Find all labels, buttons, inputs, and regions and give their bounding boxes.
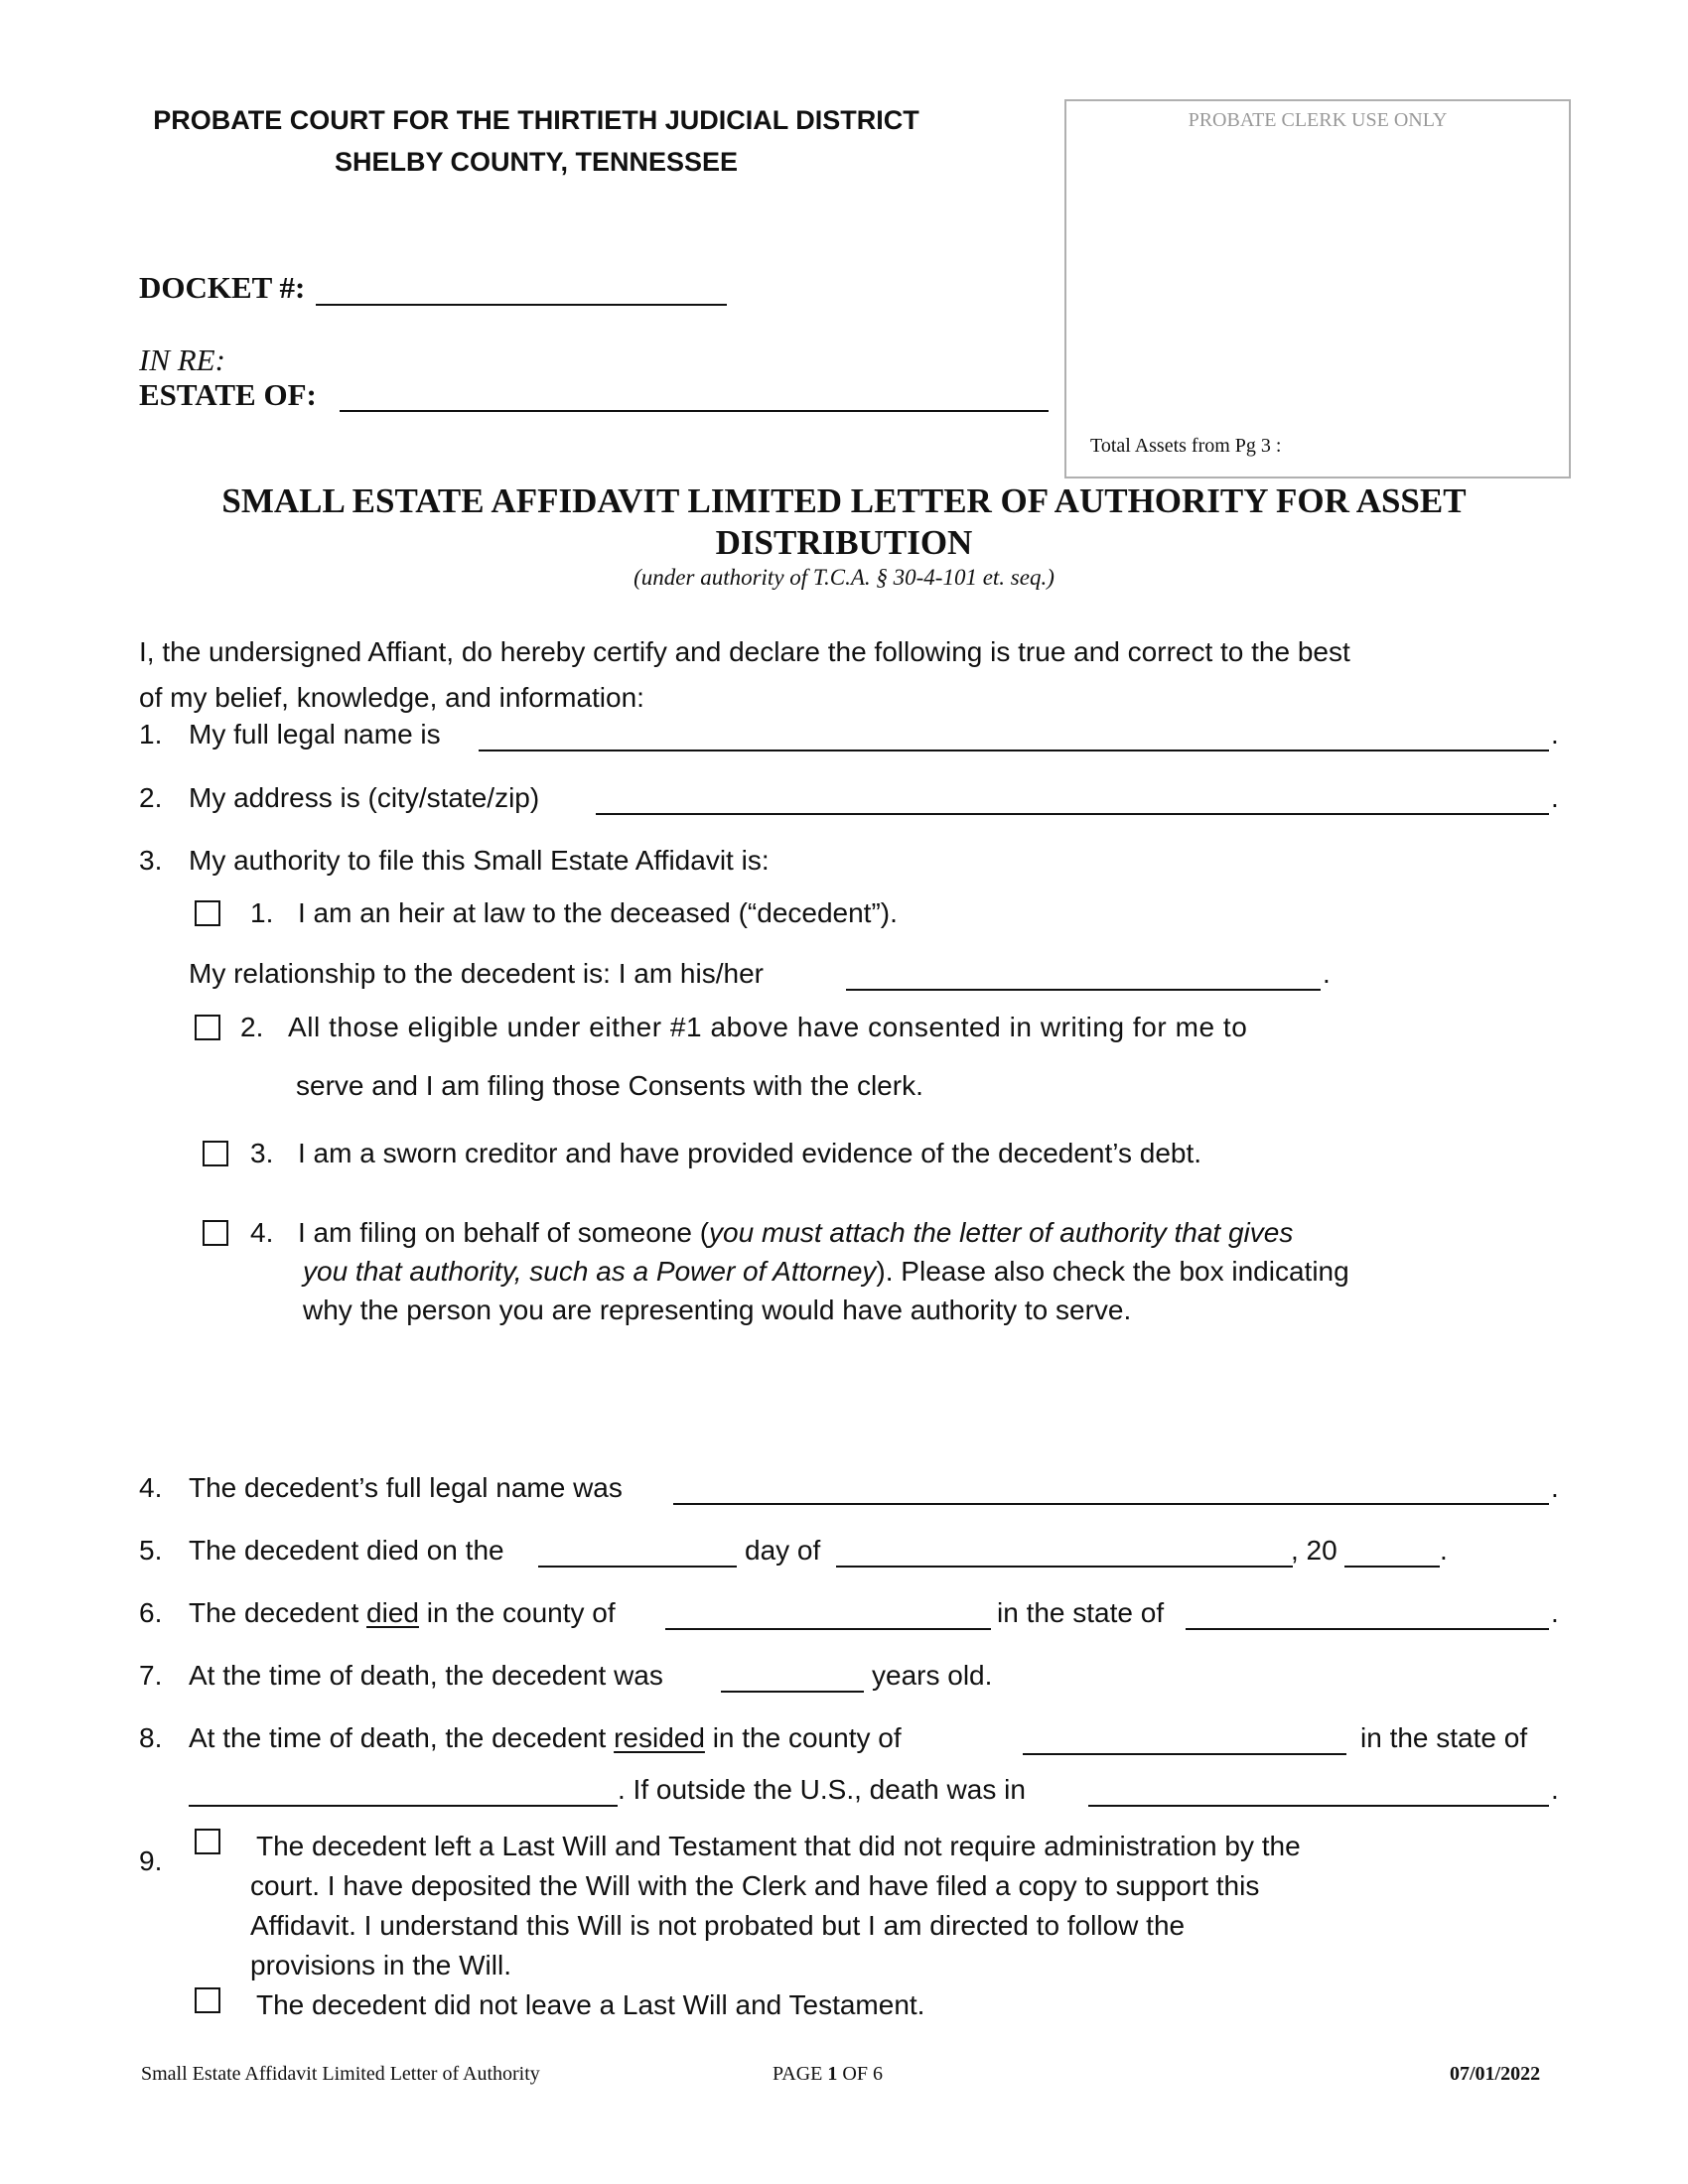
age-label: At the time of death, the decedent was [189,1660,663,1691]
outside-us-label: . If outside the U.S., death was in [618,1774,1026,1805]
item-number: 2. [139,782,163,813]
period: . [1551,782,1559,813]
no-will-checkbox[interactable] [195,1987,220,2013]
page-prefix: PAGE [773,2063,828,2085]
death-county-field[interactable] [665,1628,991,1630]
will-left-line4: provisions in the Will. [250,1950,511,1980]
docket-field[interactable] [316,304,727,306]
period: . [1551,719,1559,750]
consents-text-line1: All those eligible under either #1 above have consented in writing for me to [288,1012,1248,1042]
day-of-label: day of [745,1535,821,1566]
will-left-line2: court. I have deposited the Will with the Clerk and have filed a copy to support this [250,1870,1260,1901]
decedent-name-label: The decedent’s full legal name was [189,1472,623,1503]
item-number: 5. [139,1535,163,1566]
intro-line2: of my belief, knowledge, and information: [139,682,644,713]
death-state-field[interactable] [1186,1628,1549,1630]
period: . [1440,1535,1448,1566]
heir-option-text: I am an heir at law to the deceased (“decedent”). [298,897,898,928]
residence-county-field[interactable] [1023,1753,1346,1755]
date-of-death-label: The decedent died on the [189,1535,504,1566]
residence-text: At the time of death, the decedent [189,1722,607,1753]
item-number: 8. [139,1722,163,1753]
total-assets-label: Total Assets from Pg 3 : [1090,435,1282,457]
docket-label: DOCKET #: [139,270,306,305]
court-county: SHELBY COUNTY, TENNESSEE [334,147,739,177]
on-behalf-text-normal: ). Please also check the box indicating [876,1256,1349,1287]
estate-of-field[interactable] [340,410,1049,412]
option-number: 1. [250,897,274,928]
option-number: 2. [240,1012,264,1042]
item-authority-label: My authority to file this Small Estate Affidavit is: [189,845,770,876]
on-behalf-text-italic: you that authority, such as a Power of Attorney [303,1256,877,1287]
period: . [1551,1774,1559,1805]
item-number: 6. [139,1597,163,1628]
item-number: 9. [139,1845,163,1876]
residence-state-label: in the state of [1360,1722,1528,1753]
form-title-line2: DISTRIBUTION [715,523,973,562]
death-county-text: in the county of [426,1597,616,1628]
outside-us-field[interactable] [1088,1805,1549,1807]
decedent-name-field[interactable] [673,1503,1549,1505]
resided-underlined: resided [614,1722,705,1753]
page-current: 1 [827,2063,838,2085]
on-behalf-text-italic: you must attach the letter of authority that gives [709,1217,1294,1248]
consents-text-line2: serve and I am filing those Consents with the clerk. [296,1070,923,1101]
relationship-label: My relationship to the decedent is: I am his/her [189,958,764,989]
on-behalf-text-normal: I am filing on behalf of someone ( [298,1217,710,1248]
death-year-field[interactable] [1344,1566,1440,1568]
form-title [99,480,1589,564]
no-will-text: The decedent did not leave a Last Will and Testament. [256,1989,925,2020]
item-address-label: My address is (city/state/zip) [189,782,540,813]
death-state-label: in the state of [997,1597,1165,1628]
year-prefix: , 20 [1291,1535,1337,1566]
item-number: 4. [139,1472,163,1503]
footer-form-name: Small Estate Affidavit Limited Letter of Authority [141,2063,540,2085]
page-of: OF [837,2063,873,2085]
years-old-label: years old. [872,1660,993,1691]
heir-checkbox[interactable] [195,900,220,926]
death-day-field[interactable] [538,1566,737,1568]
residence-text: in the county of [712,1722,902,1753]
on-behalf-text-line2 [303,1255,1349,1289]
creditor-checkbox[interactable] [203,1141,228,1166]
court-name: PROBATE COURT FOR THE THIRTIETH JUDICIAL DISTRICT [153,105,919,135]
relationship-field[interactable] [846,989,1321,991]
form-title-line1: SMALL ESTATE AFFIDAVIT LIMITED LETTER OF AUTHORITY FOR ASSET [221,481,1467,520]
died-underlined: died [366,1597,419,1628]
on-behalf-checkbox[interactable] [203,1220,228,1246]
period: . [1551,1472,1559,1503]
item-number: 1. [139,719,163,750]
intro-line1: I, the undersigned Affiant, do hereby certify and declare the following is true and correct to the best [139,636,1350,667]
option-number: 4. [250,1217,274,1248]
death-month-field[interactable] [836,1566,1293,1568]
clerk-box-title: PROBATE CLERK USE ONLY [1188,109,1448,131]
period: . [1551,1597,1559,1628]
creditor-option-text: I am a sworn creditor and have provided evidence of the decedent’s debt. [298,1138,1202,1168]
will-left-line3: Affidavit. I understand this Will is not probated but I am directed to follow the [250,1910,1186,1941]
clerk-use-box [1064,99,1571,478]
residence-state-field[interactable] [189,1805,618,1807]
full-name-field[interactable] [479,750,1549,751]
period: . [1323,958,1331,989]
item-full-name-label: My full legal name is [189,719,441,750]
item-number: 7. [139,1660,163,1691]
footer-page-number [773,2063,883,2086]
death-county-text: The decedent [189,1597,359,1628]
age-field[interactable] [721,1691,864,1693]
will-left-checkbox[interactable] [195,1829,220,1854]
death-county-label [189,1596,616,1630]
estate-of-label: ESTATE OF: [139,377,317,412]
option-number: 3. [250,1138,274,1168]
form-subtitle: (under authority of T.C.A. § 30-4-101 et. seq.) [633,565,1055,590]
residence-county-label [189,1721,902,1755]
on-behalf-text-line1 [298,1216,1293,1250]
address-field[interactable] [596,813,1549,815]
consents-checkbox[interactable] [195,1015,220,1040]
item-number: 3. [139,845,163,876]
in-re-label: IN RE: [139,342,225,377]
page-total: 6 [872,2063,883,2085]
will-left-line1: The decedent left a Last Will and Testament that did not require administration by the [256,1831,1301,1861]
footer-date: 07/01/2022 [1450,2063,1541,2085]
on-behalf-text-line3: why the person you are representing would have authority to serve. [303,1295,1132,1325]
